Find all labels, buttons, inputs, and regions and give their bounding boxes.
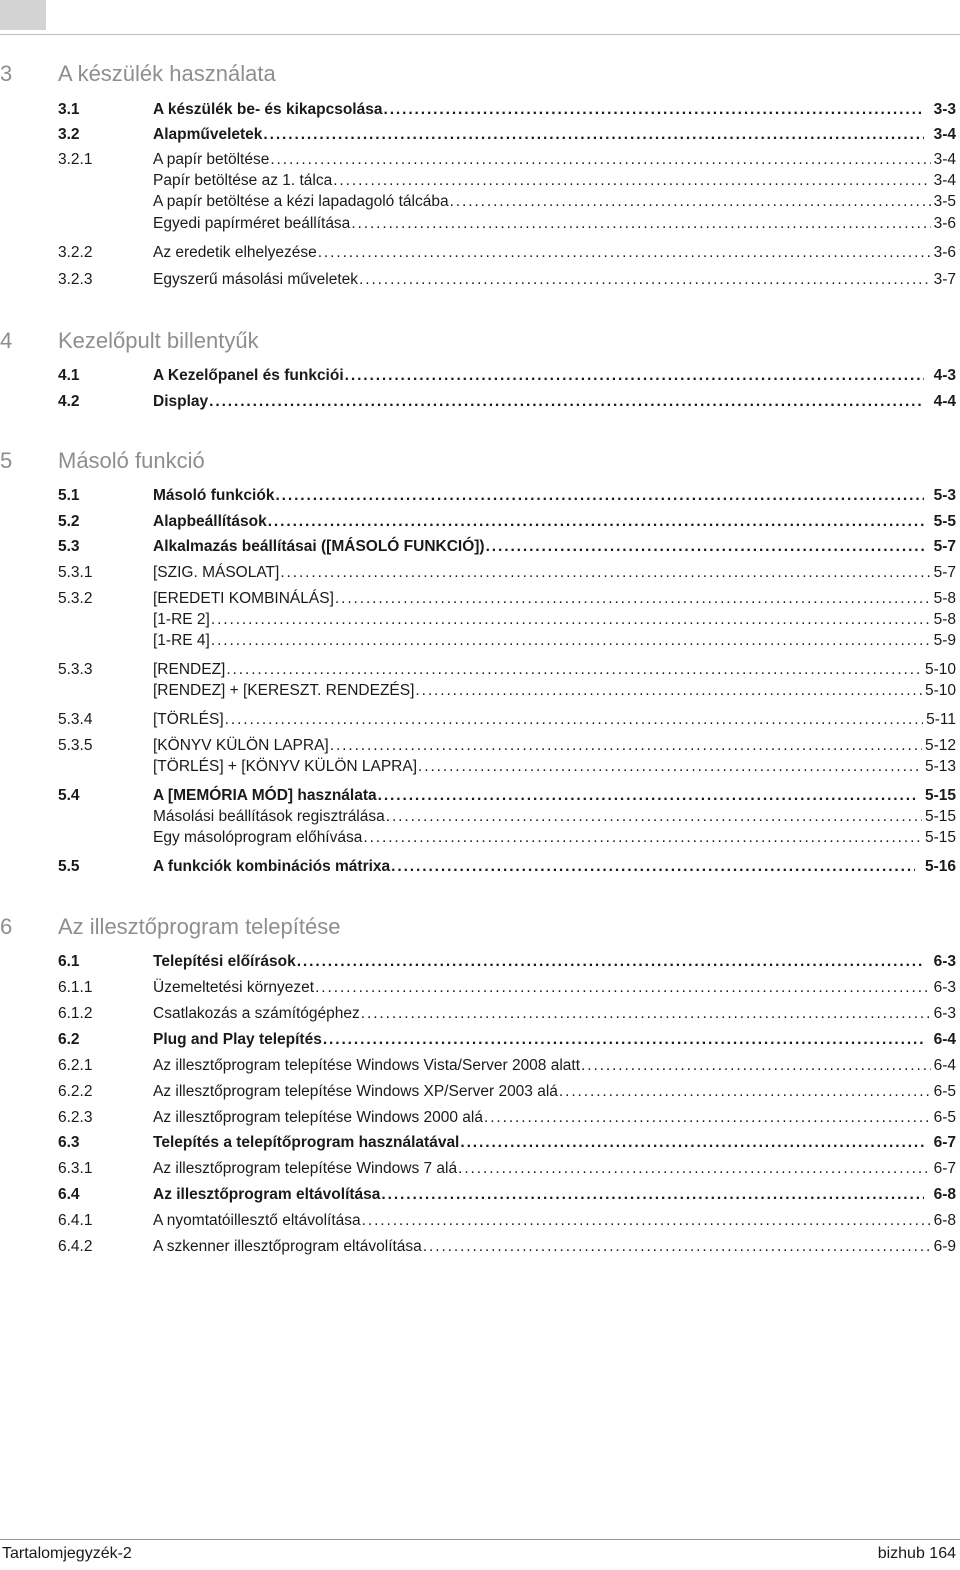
- toc-subsection-entry[interactable]: [0, 1108, 956, 1128]
- entry-page-number: 3-4: [933, 126, 956, 143]
- toc-section-entry[interactable]: [0, 857, 956, 877]
- entry-page-number: 6-4: [933, 1031, 956, 1048]
- entry-number: 6.4.2: [58, 1238, 93, 1255]
- dot-leader: [460, 1133, 923, 1153]
- toc-subsection-entry[interactable]: [0, 243, 956, 263]
- entry-number: 6.1: [58, 953, 80, 970]
- entry-title: A Kezelőpanel és funkciói: [153, 367, 344, 384]
- entry-title: [EREDETI KOMBINÁLÁS]: [153, 590, 334, 607]
- entry-number: 6.3: [58, 1134, 80, 1151]
- toc-subsection-entry[interactable]: [0, 1237, 956, 1257]
- entry-title: A papír betöltése a kézi lapadagoló tálcába: [153, 193, 449, 210]
- dot-leader: [225, 710, 923, 730]
- toc-subsection-entry[interactable]: [0, 631, 956, 651]
- dot-leader: [263, 125, 923, 145]
- toc-section-entry[interactable]: [0, 537, 956, 557]
- entry-title: Az eredetik elhelyezése: [153, 244, 317, 261]
- entry-page-number: 5-11: [926, 711, 956, 728]
- dot-leader: [268, 512, 924, 532]
- entry-title: Egyszerű másolási műveletek: [153, 271, 359, 288]
- footer-rule: [0, 1539, 960, 1540]
- entry-title: Egyedi papírméret beállítása: [153, 215, 351, 232]
- entry-page-number: 5-8: [933, 590, 956, 607]
- toc-section-entry[interactable]: [0, 486, 956, 506]
- entry-title: Az illesztőprogram telepítése Windows 7 alá: [153, 1160, 458, 1177]
- entry-page-number: 5-15: [924, 787, 956, 804]
- dot-leader: [458, 1159, 930, 1179]
- entry-title: [1-RE 4]: [153, 632, 210, 649]
- dot-leader: [391, 857, 915, 877]
- dot-leader: [280, 563, 930, 583]
- toc-subsection-entry[interactable]: [0, 150, 956, 170]
- entry-title: Az illesztőprogram telepítése Windows Vista/Server 2008 alatt: [153, 1057, 581, 1074]
- entry-number: 5.3.2: [58, 590, 93, 607]
- footer-product-name: bizhub 164: [877, 1545, 956, 1562]
- entry-page-number: 5-15: [924, 829, 956, 846]
- entry-title: [SZIG. MÁSOLAT]: [153, 564, 280, 581]
- dot-leader: [335, 589, 931, 609]
- entry-page-number: 5-10: [924, 661, 956, 678]
- entry-page-number: 5-10: [924, 682, 956, 699]
- entry-page-number: 6-5: [933, 1109, 956, 1126]
- entry-title: [KÖNYV KÜLÖN LAPRA]: [153, 737, 329, 754]
- entry-page-number: 4-3: [933, 367, 956, 384]
- entry-number: 4.1: [58, 367, 80, 384]
- entry-number: 5.4: [58, 787, 80, 804]
- entry-title: Az illesztőprogram telepítése Windows XP/Server 2003 alá: [153, 1083, 558, 1100]
- entry-title: Plug and Play telepítés: [153, 1031, 322, 1048]
- entry-number: 6.2.1: [58, 1057, 93, 1074]
- entry-title: Telepítési előírások: [153, 953, 296, 970]
- dot-leader: [363, 828, 922, 848]
- dot-leader: [418, 757, 922, 777]
- entry-page-number: 5-16: [924, 858, 956, 875]
- dot-leader: [383, 100, 923, 120]
- corner-tab-marker: [0, 0, 46, 30]
- entry-title: [TÖRLÉS]: [153, 711, 224, 728]
- dot-leader: [270, 150, 930, 170]
- dot-leader: [297, 952, 924, 972]
- toc-section-entry[interactable]: [0, 366, 956, 386]
- entry-page-number: 3-6: [933, 215, 956, 232]
- chapter-title: Kezelőpult billentyűk: [58, 328, 259, 353]
- entry-title: Alapműveletek: [153, 126, 263, 143]
- entry-title: A papír betöltése: [153, 151, 270, 168]
- toc-section-entry[interactable]: [0, 1030, 956, 1050]
- dot-leader: [381, 1185, 923, 1205]
- entry-title: [RENDEZ]: [153, 661, 226, 678]
- entry-title: Alkalmazás beállításai ([MÁSOLÓ FUNKCIÓ]): [153, 538, 485, 555]
- toc-subsection-entry[interactable]: [0, 978, 956, 998]
- entry-number: 6.2.2: [58, 1083, 93, 1100]
- entry-number: 6.2: [58, 1031, 80, 1048]
- entry-page-number: 6-3: [933, 1005, 956, 1022]
- toc-subsection-entry[interactable]: [0, 736, 956, 756]
- entry-page-number: 3-4: [933, 172, 956, 189]
- dot-leader: [450, 192, 931, 212]
- entry-title: Másolási beállítások regisztrálása: [153, 808, 385, 825]
- entry-title: Másoló funkciók: [153, 487, 275, 504]
- chapter-title: Az illesztőprogram telepítése: [58, 914, 341, 939]
- entry-title: [TÖRLÉS] + [KÖNYV KÜLÖN LAPRA]: [153, 758, 418, 775]
- dot-leader: [581, 1056, 931, 1076]
- entry-number: 6.2.3: [58, 1109, 93, 1126]
- toc-section-entry[interactable]: [0, 512, 956, 532]
- entry-number: 5.3: [58, 538, 80, 555]
- entry-number: 6.4.1: [58, 1212, 93, 1229]
- toc-subsection-entry[interactable]: [0, 757, 956, 777]
- entry-page-number: 5-13: [924, 758, 956, 775]
- entry-title: Telepítés a telepítőprogram használatával: [153, 1134, 460, 1151]
- entry-page-number: 5-3: [933, 487, 956, 504]
- entry-page-number: 3-7: [933, 271, 956, 288]
- entry-title: Az illesztőprogram telepítése Windows 2000 alá: [153, 1109, 483, 1126]
- entry-number: 3.2.1: [58, 151, 93, 168]
- toc-section-entry[interactable]: [0, 952, 956, 972]
- entry-number: 5.2: [58, 513, 80, 530]
- toc-section-entry[interactable]: [0, 125, 956, 145]
- toc-subsection-entry[interactable]: [0, 1082, 956, 1102]
- entry-title: A funkciók kombinációs mátrixa: [153, 858, 391, 875]
- toc-section-entry[interactable]: [0, 392, 956, 412]
- entry-number: 6.1.1: [58, 979, 93, 996]
- toc-subsection-entry[interactable]: [0, 589, 956, 609]
- toc-subsection-entry[interactable]: [0, 192, 956, 212]
- entry-number: 3.2.3: [58, 271, 93, 288]
- toc-subsection-entry[interactable]: [0, 660, 956, 680]
- dot-leader: [209, 392, 923, 412]
- toc-subsection-entry[interactable]: [0, 270, 956, 290]
- toc-subsection-entry[interactable]: [0, 1004, 956, 1024]
- toc-section-entry[interactable]: [0, 1185, 956, 1205]
- entry-number: 5.5: [58, 858, 80, 875]
- dot-leader: [345, 366, 924, 386]
- dot-leader: [415, 681, 922, 701]
- entry-title: A [MEMÓRIA MÓD] használata: [153, 787, 377, 804]
- entry-page-number: 6-4: [933, 1057, 956, 1074]
- dot-leader: [226, 660, 922, 680]
- entry-number: 3.1: [58, 101, 80, 118]
- dot-leader: [211, 631, 931, 651]
- entry-page-number: 6-8: [933, 1186, 956, 1203]
- entry-number: 4.2: [58, 393, 80, 410]
- entry-number: 5.3.5: [58, 737, 93, 754]
- entry-number: 3.2.2: [58, 244, 93, 261]
- toc-subsection-entry[interactable]: [0, 214, 956, 234]
- entry-number: 3.2: [58, 126, 80, 143]
- chapter-number: 3: [0, 61, 13, 86]
- dot-leader: [386, 807, 922, 827]
- toc-subsection-entry[interactable]: [0, 563, 956, 583]
- entry-title: Csatlakozás a számítógéphez: [153, 1005, 360, 1022]
- entry-number: 5.3.1: [58, 564, 93, 581]
- toc-subsection-entry[interactable]: [0, 1056, 956, 1076]
- dot-leader: [486, 537, 924, 557]
- dot-leader: [275, 486, 923, 506]
- dot-leader: [361, 1004, 931, 1024]
- entry-page-number: 6-9: [933, 1238, 956, 1255]
- toc-subsection-entry[interactable]: [0, 710, 956, 730]
- chapter-number: 4: [0, 328, 13, 353]
- dot-leader: [423, 1237, 931, 1257]
- toc-subsection-entry[interactable]: [0, 171, 956, 191]
- entry-page-number: 5-8: [933, 611, 956, 628]
- dot-leader: [333, 171, 930, 191]
- entry-page-number: 5-12: [924, 737, 956, 754]
- entry-page-number: 6-7: [933, 1134, 956, 1151]
- toc-subsection-entry[interactable]: [0, 828, 956, 848]
- dot-leader: [318, 243, 931, 263]
- entry-title: Display: [153, 393, 209, 410]
- dot-leader: [330, 736, 922, 756]
- toc-section-entry[interactable]: [0, 786, 956, 806]
- chapter-number: 5: [0, 448, 13, 473]
- dot-leader: [315, 978, 931, 998]
- entry-page-number: 5-5: [933, 513, 956, 530]
- entry-page-number: 6-7: [933, 1160, 956, 1177]
- entry-number: 5.1: [58, 487, 80, 504]
- entry-title: Üzemeltetési környezet: [153, 979, 315, 996]
- entry-page-number: 5-7: [933, 564, 956, 581]
- dot-leader: [351, 214, 930, 234]
- toc-section-entry[interactable]: [0, 100, 956, 120]
- entry-number: 6.1.2: [58, 1005, 93, 1022]
- chapter-title: A készülék használata: [58, 61, 276, 86]
- entry-number: 5.3.4: [58, 711, 93, 728]
- dot-leader: [359, 270, 931, 290]
- dot-leader: [559, 1082, 931, 1102]
- entry-page-number: 3-6: [933, 244, 956, 261]
- entry-page-number: 4-4: [933, 393, 956, 410]
- entry-title: A készülék be- és kikapcsolása: [153, 101, 383, 118]
- entry-title: A nyomtatóillesztő eltávolítása: [153, 1212, 361, 1229]
- entry-title: [1-RE 2]: [153, 611, 210, 628]
- entry-title: Egy másolóprogram előhívása: [153, 829, 363, 846]
- toc-subsection-entry[interactable]: [0, 610, 956, 630]
- entry-page-number: 3-4: [933, 151, 956, 168]
- toc-subsection-entry[interactable]: [0, 681, 956, 701]
- dot-leader: [362, 1211, 931, 1231]
- entry-title: Alapbeállítások: [153, 513, 267, 530]
- entry-page-number: 3-3: [933, 101, 956, 118]
- entry-page-number: 3-5: [933, 193, 956, 210]
- dot-leader: [211, 610, 931, 630]
- entry-page-number: 6-3: [933, 953, 956, 970]
- dot-leader: [378, 786, 915, 806]
- entry-page-number: 5-15: [924, 808, 956, 825]
- entry-title: Az illesztőprogram eltávolítása: [153, 1186, 381, 1203]
- entry-number: 6.4: [58, 1186, 80, 1203]
- entry-title: Papír betöltése az 1. tálca: [153, 172, 333, 189]
- entry-number: 5.3.3: [58, 661, 93, 678]
- header-rule: [0, 34, 960, 35]
- toc-section-entry[interactable]: [0, 1133, 956, 1153]
- entry-page-number: 5-7: [933, 538, 956, 555]
- entry-page-number: 6-3: [933, 979, 956, 996]
- entry-title: A szkenner illesztőprogram eltávolítása: [153, 1238, 422, 1255]
- entry-page-number: 5-9: [933, 632, 956, 649]
- entry-number: 6.3.1: [58, 1160, 93, 1177]
- toc-subsection-entry[interactable]: [0, 1211, 956, 1231]
- entry-page-number: 6-8: [933, 1212, 956, 1229]
- dot-leader: [484, 1108, 931, 1128]
- toc-subsection-entry[interactable]: [0, 807, 956, 827]
- footer-page-label: Tartalomjegyzék-2: [2, 1545, 132, 1562]
- toc-subsection-entry[interactable]: [0, 1159, 956, 1179]
- entry-page-number: 6-5: [933, 1083, 956, 1100]
- chapter-title: Másoló funkció: [58, 448, 205, 473]
- entry-title: [RENDEZ] + [KERESZT. RENDEZÉS]: [153, 682, 415, 699]
- chapter-number: 6: [0, 914, 13, 939]
- dot-leader: [323, 1030, 924, 1050]
